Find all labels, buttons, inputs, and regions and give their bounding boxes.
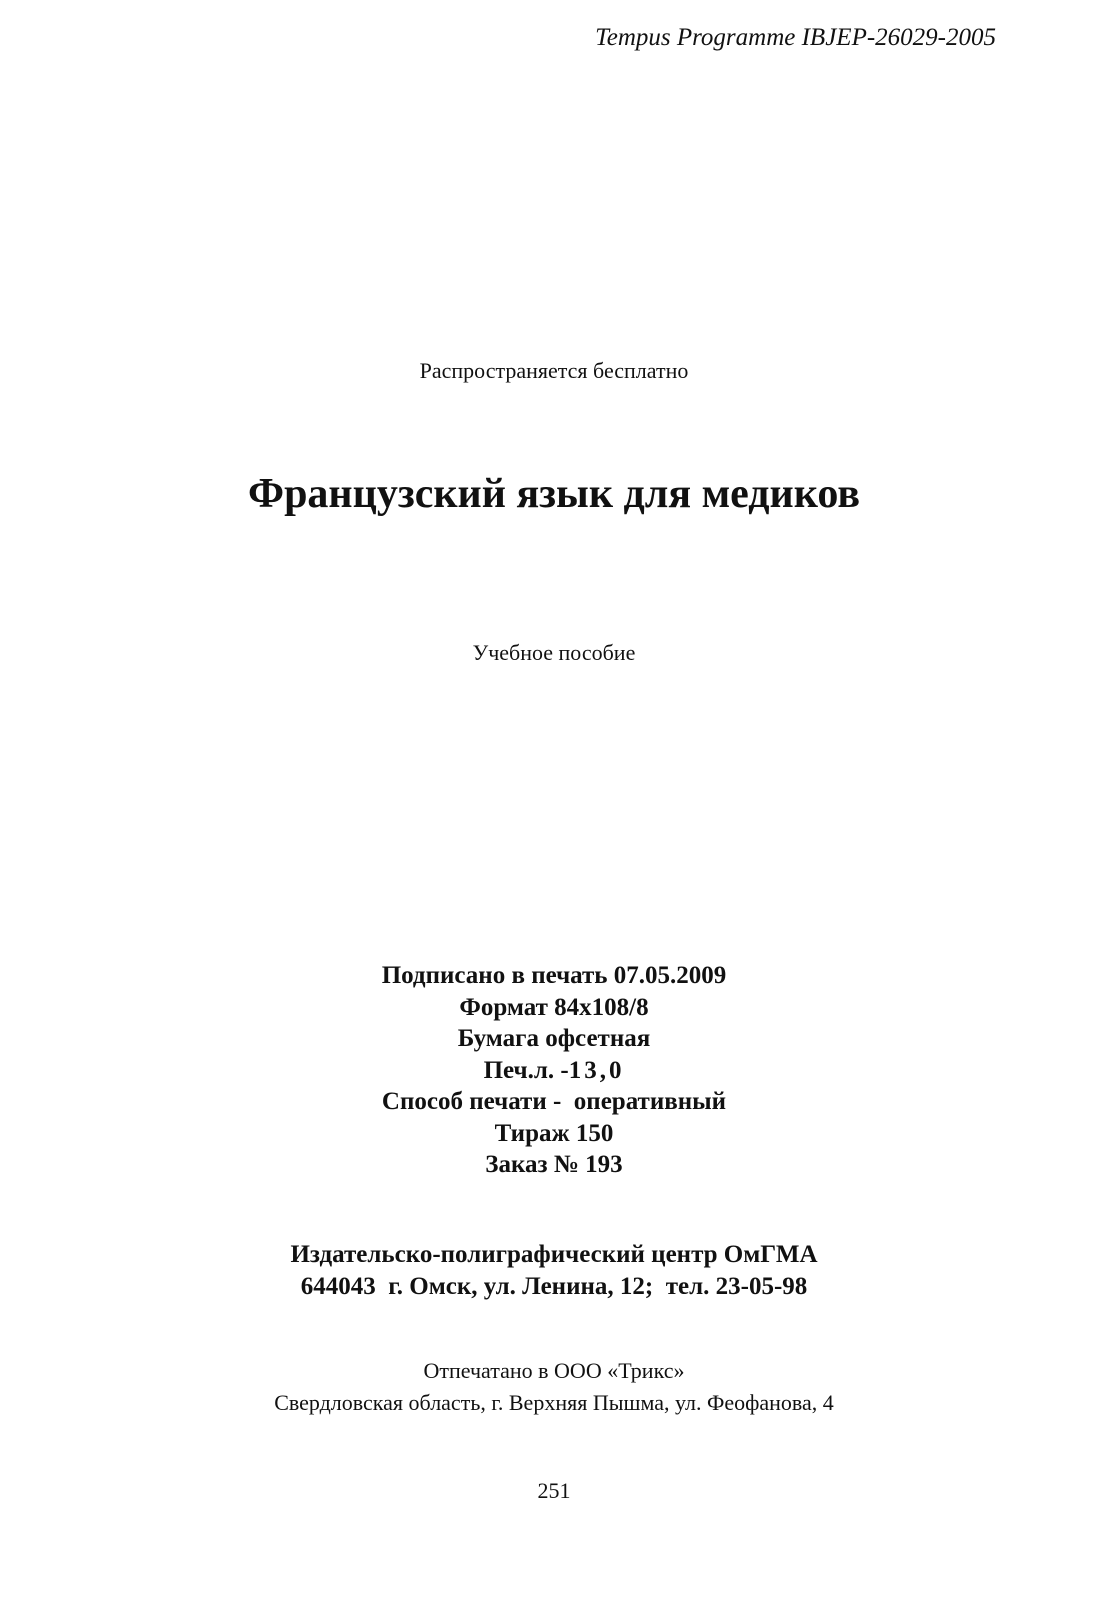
imprint-sheets-value: 13,0 — [568, 1056, 625, 1084]
imprint-signed: Подписано в печать 07.05.2009 — [381, 962, 727, 989]
distribution-note: Распространяется бесплатно — [419, 358, 689, 383]
imprint-format: Формат 84x108/8 — [459, 993, 649, 1021]
printer-block — [0, 1355, 1108, 1419]
imprint-print-method: Способ печати - оперативный — [381, 1088, 727, 1115]
printer-name: Отпечатано в ООО «Трикс» — [423, 1358, 685, 1383]
publisher-name: Издательско-полиграфический центр ОмГМА — [290, 1241, 818, 1268]
page-subtitle: Учебное пособие — [472, 640, 636, 665]
printer-address: Свердловская область, г. Верхняя Пышма, ул. Феофанова, 4 — [274, 1390, 834, 1415]
imprint-sheets — [0, 1055, 1108, 1087]
imprint-paper: Бумага офсетная — [457, 1025, 651, 1052]
imprint-sheets-label: Печ.л. - — [483, 1056, 569, 1084]
programme-header: Tempus Programme IBJEP-26029-2005 — [595, 24, 996, 51]
publisher-address: 644043 г. Омск, ул. Ленина, 12; тел. 23-05-98 — [300, 1273, 808, 1300]
page-title: Французский язык для медиков — [248, 471, 860, 517]
publisher-block — [0, 1239, 1108, 1303]
imprint-circulation: Тираж 150 — [494, 1119, 614, 1147]
imprint-order: Заказ № 193 — [485, 1151, 623, 1178]
page-number: 251 — [537, 1478, 571, 1503]
imprint-block — [0, 960, 1108, 1181]
